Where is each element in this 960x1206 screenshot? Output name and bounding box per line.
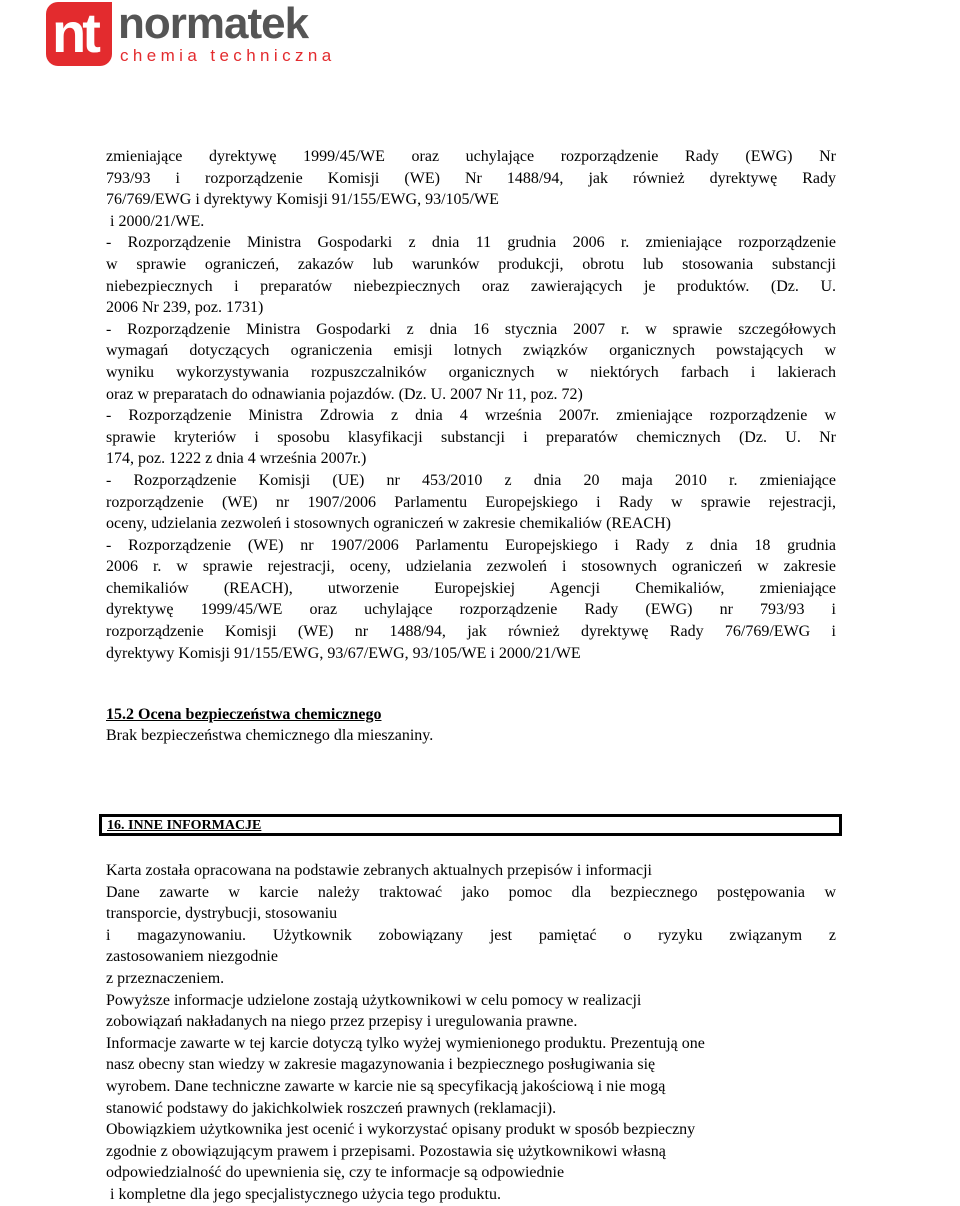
info-line: i kompletne dla jego specjalistycznego użycia tego produktu.	[106, 1185, 501, 1203]
info-line: zobowiązań nakładanych na niego przez przepisy i uregulowania prawne.	[106, 1013, 578, 1031]
other-information	[106, 860, 836, 1206]
info-line: nasz obecny stan wiedzy w zakresie magazynowania i bezpiecznego posługiwania się	[106, 1056, 656, 1074]
regulation-line: - Rozporządzenie Ministra Gospodarki z dnia 16 stycznia 2007 r. w sprawie szczegółowych	[106, 320, 836, 338]
info-line: Karta została opracowana na podstawie zebranych aktualnych przepisów i informacji	[106, 862, 652, 879]
company-logo	[46, 2, 366, 82]
section-16-header	[99, 814, 842, 836]
regulation-line: rozporządzenie Komisji (WE) nr 1488/94, jak również dyrektywę Rady 76/769/EWG i	[106, 623, 836, 641]
regulation-line: - Rozporządzenie Komisji (UE) nr 453/2010 z dnia 20 maja 2010 r. zmieniające	[106, 471, 836, 489]
regulation-line: wymagań dotyczących ograniczenia emisji lotnych związków organicznych powstających w	[106, 342, 836, 360]
info-line: odpowiedzialność do upewnienia się, czy te informacje są odpowiednie	[106, 1164, 565, 1182]
regulation-line: - Rozporządzenie Ministra Zdrowia z dnia 4 września 2007r. zmieniające rozporządzenie w	[106, 407, 836, 425]
info-line: Informacje zawarte w tej karcie dotyczą tylko wyżej wymienionego produktu. Prezentują one	[106, 1034, 705, 1052]
regulations-list	[106, 146, 836, 664]
regulation-line: niebezpiecznych i preparatów niebezpiecznych oraz zawierających je produktów. (Dz. U.	[106, 277, 836, 295]
logo-mark: nt	[46, 2, 112, 66]
regulation-line: wyniku wykorzystywania rozpuszczalników organicznych w niektórych farbach i lakierach	[106, 363, 836, 381]
section-16-title: 16. INNE INFORMACJE	[107, 818, 262, 833]
info-line: stanowić podstawy do jakichkolwiek roszczeń prawnych (reklamacji).	[106, 1099, 557, 1117]
regulation-line: oceny, udzielania zezwoleń i stosownych ograniczeń w zakresie chemikaliów (REACH)	[106, 515, 671, 533]
regulation-line: 174, poz. 1222 z dnia 4 września 2007r.)	[106, 450, 367, 468]
regulation-line: 2006 r. w sprawie rejestracji, oceny, udzielania zezwoleń i stosownych ograniczeń w zakresie	[106, 558, 836, 576]
section-15-2-text: Brak bezpieczeństwa chemicznego dla mieszaniny.	[106, 727, 434, 744]
info-line: z przeznaczeniem.	[106, 969, 225, 987]
regulation-line: zmieniające dyrektywę 1999/45/WE oraz uchylające rozporządzenie Rady (EWG) Nr	[106, 148, 836, 165]
info-line: Obowiązkiem użytkownika jest ocenić i wykorzystać opisany produkt w sposób bezpieczny	[106, 1121, 696, 1139]
regulation-line: 2006 Nr 239, poz. 1731)	[106, 299, 264, 317]
info-line: Powyższe informacje udzielone zostają użytkownikowi w celu pomocy w realizacji	[106, 991, 642, 1009]
logo-tagline: chemia techniczna	[120, 46, 336, 65]
regulation-line: chemikaliów (REACH), utworzenie Europejskiej Agencji Chemikaliów, zmieniające	[106, 579, 836, 597]
section-15-2-heading: 15.2 Ocena bezpieczeństwa chemicznego	[106, 706, 382, 723]
regulation-line: dyrektywy Komisji 91/155/EWG, 93/67/EWG, 93/105/WE i 2000/21/WE	[106, 644, 581, 662]
regulation-line: oraz w preparatach do odnawiania pojazdów. (Dz. U. 2007 Nr 11, poz. 72)	[106, 385, 583, 403]
regulation-line: 76/769/EWG i dyrektywy Komisji 91/155/EWG, 93/105/WE	[106, 191, 499, 209]
section-15-2	[106, 704, 433, 746]
info-line: zastosowaniem niezgodnie	[106, 948, 278, 966]
regulation-line: i 2000/21/WE.	[106, 212, 205, 230]
logo-wordmark: normatek	[118, 0, 309, 48]
info-line: Dane zawarte w karcie należy traktować jako pomoc dla bezpiecznego postępowania w	[106, 883, 836, 901]
regulation-line: - Rozporządzenie Ministra Gospodarki z dnia 11 grudnia 2006 r. zmieniające rozporządzenie	[106, 234, 836, 252]
info-line: wyrobem. Dane techniczne zawarte w karcie nie są specyfikacją jakościową i nie mogą	[106, 1077, 666, 1095]
regulation-line: 793/93 i rozporządzenie Komisji (WE) Nr 1488/94, jak również dyrektywę Rady	[106, 169, 836, 187]
regulation-line: rozporządzenie (WE) nr 1907/2006 Parlamentu Europejskiego i Rady w sprawie rejestracji,	[106, 493, 836, 511]
info-line: transporcie, dystrybucji, stosowaniu	[106, 905, 338, 923]
regulation-line: w sprawie ograniczeń, zakazów lub warunków produkcji, obrotu lub stosowania substancji	[106, 255, 836, 273]
info-line: i magazynowaniu. Użytkownik zobowiązany jest pamiętać o ryzyku związanym z	[106, 926, 836, 944]
regulation-line: - Rozporządzenie (WE) nr 1907/2006 Parlamentu Europejskiego i Rady z dnia 18 grudnia	[106, 536, 836, 554]
regulation-line: sprawie kryteriów i sposobu klasyfikacji substancji i preparatów chemicznych (Dz. U. Nr	[106, 428, 836, 446]
regulation-line: dyrektywę 1999/45/WE oraz uchylające rozporządzenie Rady (EWG) nr 793/93 i	[106, 601, 836, 619]
info-line: zgodnie z obowiązującym prawem i przepisami. Pozostawia się użytkownikowi własną	[106, 1142, 666, 1160]
